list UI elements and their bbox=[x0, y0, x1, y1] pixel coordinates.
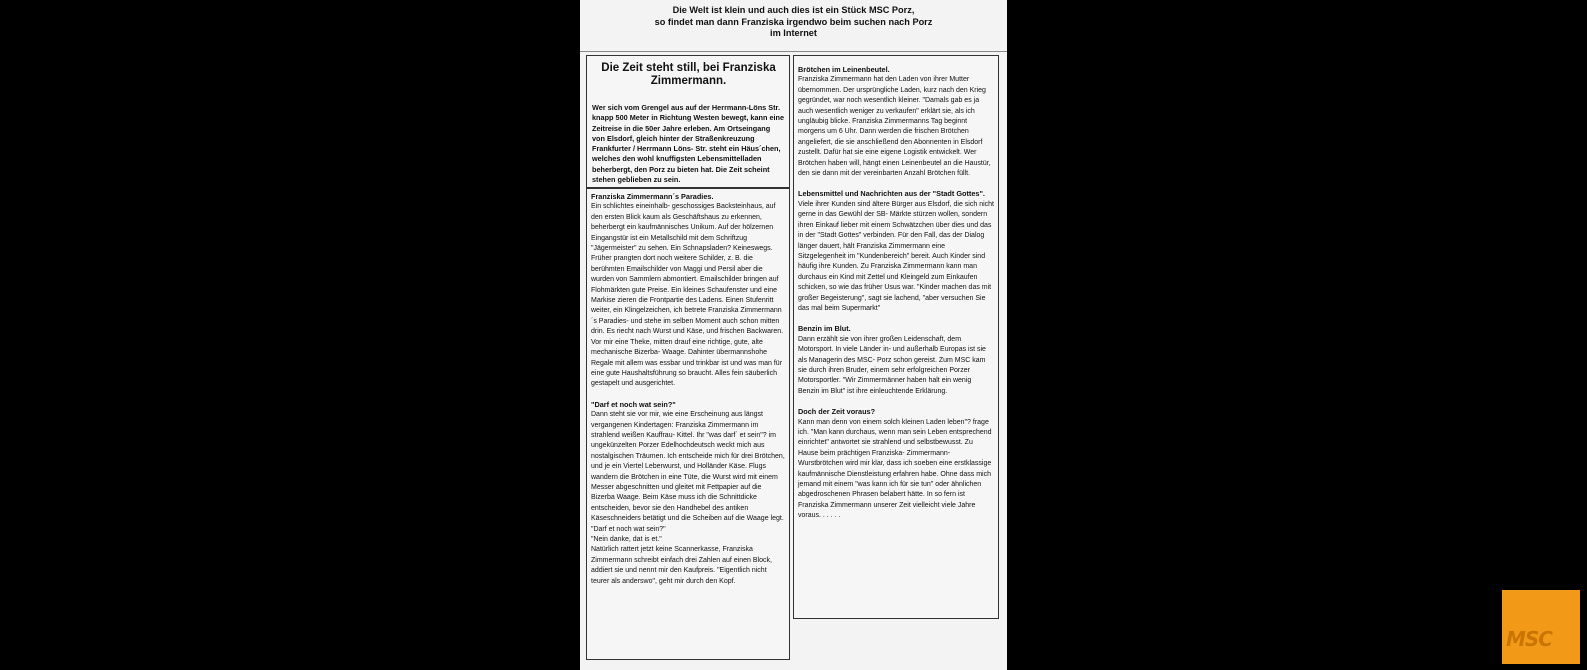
section-text: "Darf et noch wat sein?" bbox=[591, 525, 666, 533]
section-title: Franziska Zimmermann´s Paradies. bbox=[591, 192, 714, 201]
section-text: "Nein danke, dat is et." bbox=[591, 536, 662, 543]
section-text: Kann man denn von einem solch kleinen Laden leben"? frage ich. "Man kann durchaus, wenn man sein Leben entsprechend einrichtet" antwortet sie strahlend und selbstbewusst. Zu Hause beim prächtigen Franziska- Zimmermann- Wurstbrötchen wird mir klar, dass ich soeben eine erstklassige kaufmännische Dienstleistung erfahren habe. Ohne dass mich jemand mit einem "was kann ich für sie tun" oder ähnlichen abgedroschenen Phrasen belabert hätte. In so fern ist Franziska Zimmermann unserer Zeit vielleicht viele Jahre voraus. . . . . . bbox=[798, 418, 992, 520]
section-text: Viele ihrer Kunden sind ältere Bürger aus Elsdorf, die sich nicht gerne in das Gewühl der SB- Märkte stürzen wollen, sondern ihren Einkauf lieber mit einem Schwätzchen über dies und das in der "Stadt Gottes" verbinden. Für den Fall, das der Dialog länger dauert, hält Franziska Zimmermann eine Sitzgelegenheit im "Kundenbereich" bereit. Auch Kinder sind häufig ihre Kunden. Zu Franziska Zimmermann kann man durchaus ein Kind mit Zettel und Kleingeld zum Einkaufen schicken, so wie das früher Usus war. "Kinder machen das mit großer Begeisterung", sagt sie lachend, "aber versuchen Sie das mal beim Supermarkt" bbox=[798, 200, 994, 312]
spacer bbox=[798, 397, 994, 407]
section-text: Dann steht sie vor mir, wie eine Erscheinung aus längst vergangenen Kindertagen: Franziska Zimmermann im strahlend weißen Kauffrau- Kittel. Ihr "was darf´ et sein"? im ungekünzelten Porzer Edelhochdeutsch weckt mich aus nostalgischen Träumen. Ich entscheide mich für drei Brötchen, und je ein Viertel Leberwurst, und Holländer Käse. Flugs wandern die Brötchen in eine Tüte, die Wurst wird mit einem Messer abgeschnitten und gleitet mit Fettpapier auf die Bizerba Waage. Beim Käse muss ich die Schnittdicke entscheiden, bevor sie den Handhebel des antiken Käseschneiders betätigt und die Scheiben auf die Waage legt. bbox=[591, 411, 785, 523]
section-title: Benzin im Blut. bbox=[798, 324, 851, 334]
article-headline: Die Zeit steht still, bei Franziska Zimmermann. bbox=[601, 62, 776, 87]
right-column bbox=[793, 55, 999, 619]
section-title: "Darf et noch wat sein?" bbox=[591, 399, 676, 409]
scanned-article-page bbox=[580, 0, 1007, 670]
spacer bbox=[798, 314, 994, 324]
section-text: Dann erzählt sie von ihrer großen Leidenschaft, dem Motorsport. In viele Länder in- und außerhalb Europas ist sie als Managerin des MSC- Porz schon gereist. Zum MSC kam sie durch ihren Bruder, einem sehr erfolgreichen Porzer Motorsportler. "Wir Zimmermänner haben halt ein wenig Benzin im Blut" ist ihre einleuchtende Erklärung. bbox=[798, 335, 986, 395]
divider bbox=[580, 51, 1007, 52]
section-text: Natürlich rattert jetzt keine Scannerkasse, Franziska Zimmermann schreibt einfach drei Zahlen auf einen Block, addiert sie und nennt mir den Kaufpreis. "Eigentlich nicht teurer als anderswo", geht mir durch den Kopf. bbox=[591, 546, 772, 585]
intro-line-2: so findet man dann Franziska irgendwo beim suchen nach Porz bbox=[654, 16, 933, 27]
section-title: Brötchen im Leinenbeutel. bbox=[798, 65, 890, 74]
lead-box bbox=[586, 55, 790, 188]
article-lead: Wer sich vom Grengel aus auf der Herrmann-Löns Str. knapp 500 Meter in Richtung Westen bewegt, kann eine Zeitreise in die 50er Jahre erleben. Am Ortseingang von Elsdorf, gleich hinter der Straßenkreuzung Frankfurter / Herrmann Löns- Str. steht ein Häus´chen, welches den wohl knuffigsten Lebensmittelladen beherbergt, den Porz zu bieten hat. Die Zeit scheint stehen geblieben zu sein. bbox=[592, 103, 785, 185]
section-title: Lebensmittel und Nachrichten aus der "Stadt Gottes". bbox=[798, 189, 985, 199]
section-text: Franziska Zimmermann hat den Laden von ihrer Mutter übernommen. Der ursprüngliche Laden, kurz nach den Krieg gegründet, war noch wesentlich kleiner. "Damals gab es ja auch wesentlich weniger zu verkaufen" erklärt sie, als ich ungläubig blicke. Franziska Zimmermanns Tag beginnt morgens um 6 Uhr. Dann werden die frischen Brötchen angeliefert, die sie anschließend den Abonnenten in Elsdorf zustellt. Dafür hat sie eine eigene Logistik entwickelt. Wer Brötchen haben will, hängt einen Leinenbeutel an die Haustür, den sie dann mit der vereinbarten Anzahl Brötchen füllt. bbox=[798, 76, 991, 178]
spacer bbox=[591, 390, 785, 400]
intro-line-1: Die Welt ist klein und auch dies ist ein Stück MSC Porz, bbox=[672, 5, 915, 15]
left-column bbox=[586, 188, 790, 660]
logo-text: MSC bbox=[1506, 627, 1552, 651]
page-intro bbox=[580, 5, 1007, 40]
spacer bbox=[798, 179, 994, 189]
msc-logo bbox=[1502, 590, 1580, 664]
intro-line-3: im Internet bbox=[770, 28, 817, 38]
section-text: Ein schlichtes eineinhalb- geschossiges Backsteinhaus, auf den ersten Blick kaum als Geschäftshaus zu erkennen, beherbergt ein kaufmännisches Unikum. Auf der hölzernen Eingangstür ist ein Metallschild mit dem Schriftzug "Jägermeister" zu sehen. Ein Schnapsladen? Keineswegs. Früher prangten dort noch weitere Schilder, z. B. die berühmten Emailschilder von Maggi und Persil aber die wurden von Sammlern abmontiert. Emailschilder bringen auf Flohmärkten gute Preise. Ein kleines Schaufenster und eine Markise zieren die Frontpartie des Ladens. Einen Stufenritt weiter, ein Klingelzeichen, ich betrete Franziska Zimmermann´s Paradies- und stehe im selben Moment auch schon mitten drin. Es riecht nach Wurst und Käse, und frischen Backwaren. Vor mir eine Theke, mitten drauf eine richtige, gute, alte mechanische Bizerba- Waage. Dahinter übermannshohe Regale mit allem was essbar und trinkbar ist und was man für eine gute Haushaltsführung so braucht. Alles fein säuberlich gestapelt und ausgerichtet. bbox=[591, 203, 784, 388]
section-title: Doch der Zeit voraus? bbox=[798, 407, 876, 417]
